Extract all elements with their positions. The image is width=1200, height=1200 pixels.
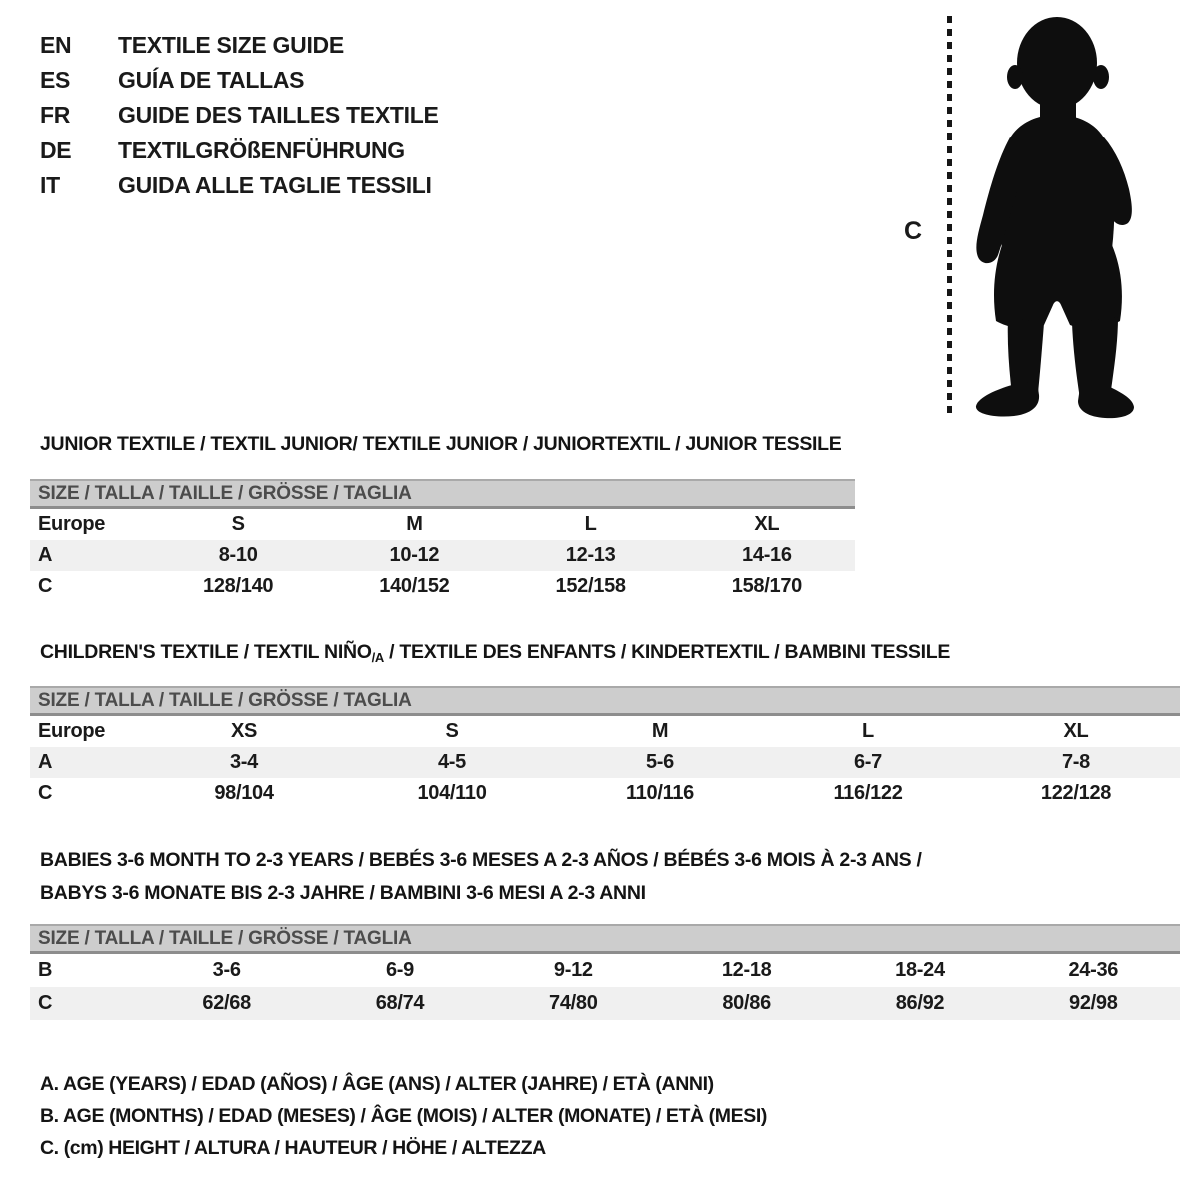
age-cell: 10-12	[389, 544, 440, 566]
row-label: C	[38, 782, 53, 804]
babies-title-line1: BABIES 3-6 MONTH TO 2-3 YEARS / BEBÉS 3-6 MESES A 2-3 AÑOS / BÉBÉS 3-6 MOIS À 2-3 ANS /	[40, 849, 922, 871]
age-cell: 8-10	[218, 544, 258, 566]
table-row-age	[30, 540, 855, 571]
row-label: Europe	[38, 513, 106, 535]
height-cell: 62/68	[202, 992, 251, 1014]
row-label: C	[38, 575, 53, 597]
age-cell: 14-16	[742, 544, 792, 566]
age-cell: 18-24	[895, 959, 945, 981]
age-cell: 9-12	[553, 959, 593, 981]
babies-title-line2: BABYS 3-6 MONATE BIS 2-3 JAHRE / BAMBINI 3-6 MESI A 2-3 ANNI	[40, 882, 646, 904]
children-size-header-bar: SIZE / TALLA / TAILLE / GRÖSSE / TAGLIA	[30, 686, 1180, 716]
language-title: GUIDE DES TAILLES TEXTILE	[118, 102, 439, 128]
age-cell: 7-8	[1061, 751, 1090, 773]
height-cell: 140/152	[379, 575, 450, 597]
row-label: C	[38, 992, 53, 1014]
toddler-silhouette-image	[962, 15, 1140, 419]
height-cell: 152/158	[555, 575, 626, 597]
language-title: TEXTILGRÖßENFÜHRUNG	[118, 137, 405, 163]
footnote-age-months: B. AGE (MONTHS) / EDAD (MESES) / ÂGE (MOIS) / ALTER (MONATE) / ETÀ (MESI)	[40, 1105, 767, 1127]
size-cell: XS	[230, 720, 258, 742]
children-size-table	[30, 686, 1180, 809]
size-cell: M	[651, 720, 669, 742]
junior-size-header-bar: SIZE / TALLA / TAILLE / GRÖSSE / TAGLIA	[30, 479, 855, 509]
language-row-es	[40, 63, 439, 98]
language-code: IT	[40, 172, 60, 198]
height-cell: 110/116	[626, 782, 694, 804]
language-title: GUIDA ALLE TAGLIE TESSILI	[118, 172, 432, 198]
age-cell: 6-7	[853, 751, 882, 773]
language-row-it	[40, 168, 439, 203]
height-measure-label: C	[904, 217, 923, 245]
height-cell: 128/140	[203, 575, 274, 597]
height-cell: 74/80	[549, 992, 598, 1014]
language-code: DE	[40, 137, 72, 163]
language-code: ES	[40, 67, 71, 93]
language-title: TEXTILE SIZE GUIDE	[118, 32, 344, 58]
language-title: GUÍA DE TALLAS	[118, 67, 305, 93]
size-cell: M	[406, 513, 423, 535]
children-title-sub: /A	[371, 650, 385, 665]
size-cell: L	[862, 720, 874, 742]
height-cell: 80/86	[722, 992, 771, 1014]
age-cell: 12-13	[565, 544, 616, 566]
height-cell: 92/98	[1069, 992, 1118, 1014]
age-cell: 12-18	[721, 959, 772, 981]
age-cell: 3-6	[212, 959, 241, 981]
babies-section-title	[40, 844, 922, 910]
age-cell: 6-9	[385, 959, 414, 981]
size-cell: L	[584, 513, 597, 535]
table-row-europe	[30, 716, 1180, 747]
size-cell: S	[231, 513, 245, 535]
language-row-en	[40, 28, 439, 63]
height-cell: 104/110	[417, 782, 487, 804]
age-cell: 24-36	[1068, 959, 1119, 981]
language-row-fr	[40, 98, 439, 133]
table-row-europe	[30, 509, 855, 540]
row-label: A	[38, 544, 53, 566]
height-cell: 68/74	[375, 992, 425, 1014]
language-code: FR	[40, 102, 71, 128]
height-cell: 98/104	[214, 782, 274, 804]
age-cell: 5-6	[645, 751, 674, 773]
age-cell: 4-5	[437, 751, 466, 773]
height-cell: 122/128	[1040, 782, 1112, 804]
table-row-height	[30, 571, 855, 602]
height-cell: 86/92	[895, 992, 945, 1014]
junior-size-table	[30, 479, 855, 602]
language-row-de	[40, 133, 439, 168]
row-label: B	[38, 959, 53, 981]
babies-size-table	[30, 924, 1180, 1020]
children-title-part: / TEXTILE DES ENFANTS / KINDERTEXTIL / BAMBINI TESSILE	[384, 641, 951, 663]
footnote-height-cm: C. (cm) HEIGHT / ALTURA / HAUTEUR / HÖHE / ALTEZZA	[40, 1137, 546, 1159]
height-dashed-line	[947, 16, 952, 417]
footnote-age-years: A. AGE (YEARS) / EDAD (AÑOS) / ÂGE (ANS) / ALTER (JAHRE) / ETÀ (ANNI)	[40, 1073, 714, 1095]
size-cell: XL	[1063, 720, 1089, 742]
language-title-block	[40, 28, 439, 203]
size-cell: XL	[754, 513, 780, 535]
height-cell: 158/170	[731, 575, 802, 597]
row-label: A	[38, 751, 53, 773]
language-code: EN	[40, 32, 72, 58]
table-row-age-months	[30, 954, 1180, 987]
height-cell: 116/122	[833, 782, 903, 804]
table-row-age	[30, 747, 1180, 778]
age-cell: 3-4	[229, 751, 258, 773]
row-label: Europe	[38, 720, 106, 742]
table-row-height	[30, 987, 1180, 1020]
children-title-part: CHILDREN'S TEXTILE / TEXTIL NIÑO	[40, 641, 372, 663]
table-row-height	[30, 778, 1180, 809]
size-cell: S	[445, 720, 459, 742]
babies-size-header-bar: SIZE / TALLA / TAILLE / GRÖSSE / TAGLIA	[30, 924, 1180, 954]
junior-section-title: JUNIOR TEXTILE / TEXTIL JUNIOR/ TEXTILE JUNIOR / JUNIORTEXTIL / JUNIOR TESSILE	[40, 433, 842, 455]
children-section-title	[40, 641, 950, 665]
footnotes-block	[40, 1068, 767, 1164]
